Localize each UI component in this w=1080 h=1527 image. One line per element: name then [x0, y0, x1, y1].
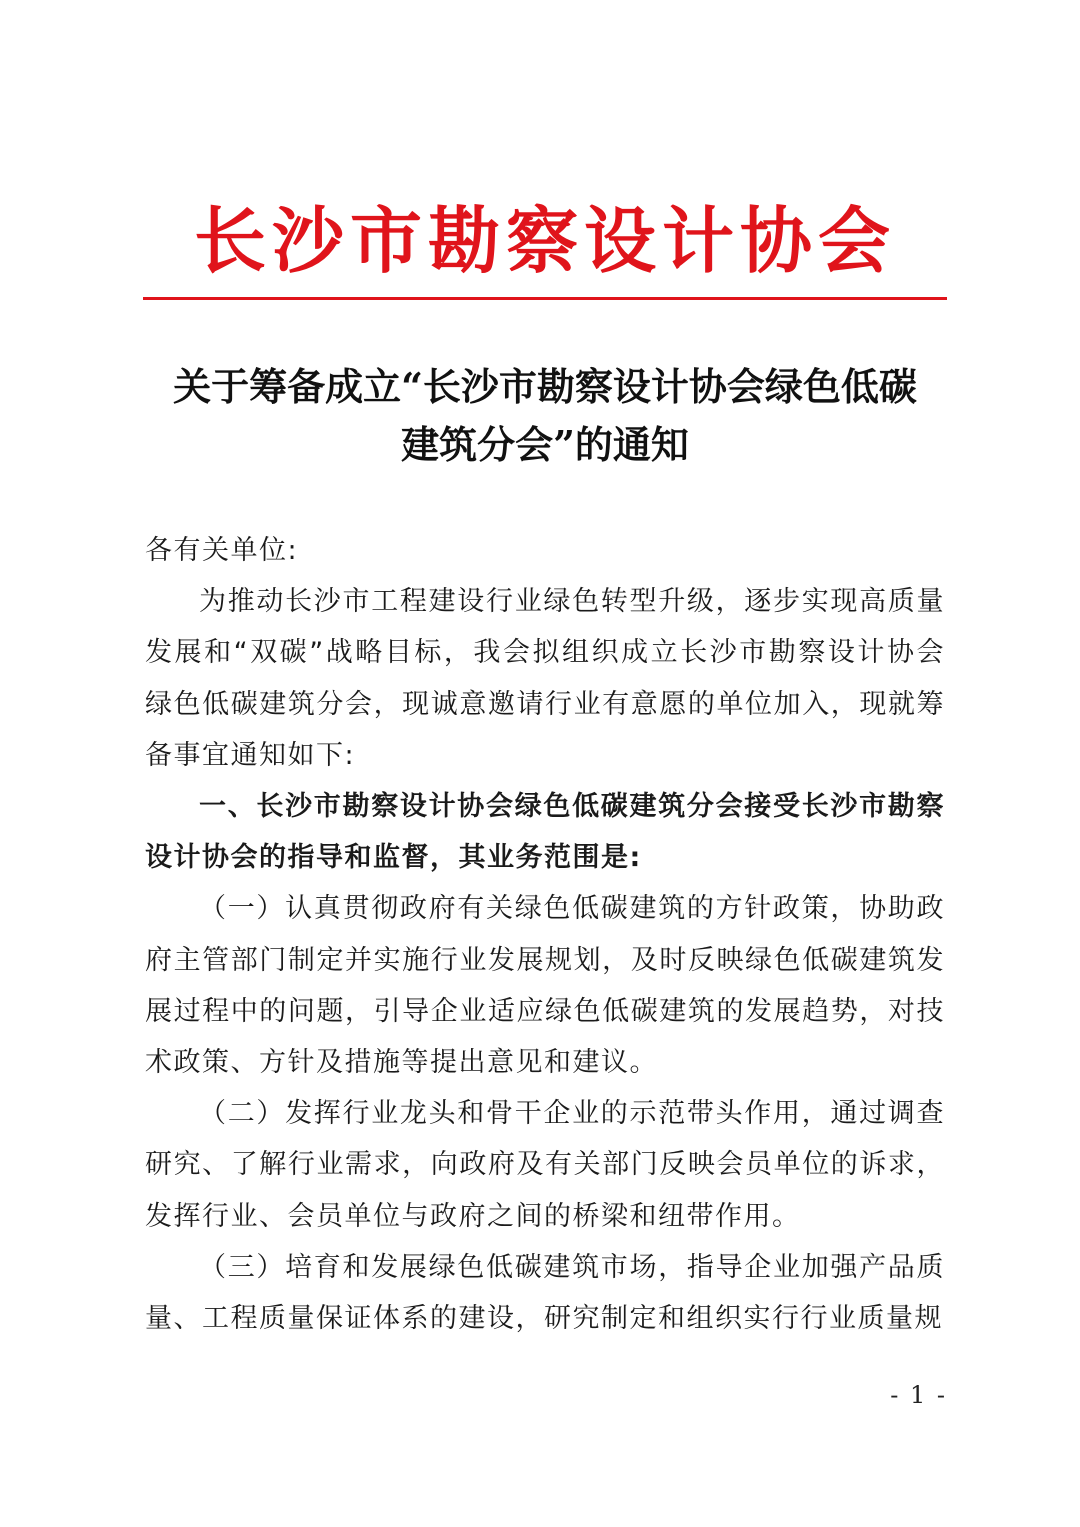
title-line-1: 关于筹备成立“长沙市勘察设计协会绿色低碳 [173, 364, 917, 409]
document-body [145, 525, 945, 1344]
scope-item-3: （三）培育和发展绿色低碳建筑市场，指导企业加强产品质量、工程质量保证体系的建设，研究制定和组织实行行业质量规 [145, 1251, 945, 1335]
scope-item-2: （二）发挥行业龙头和骨干企业的示范带头作用，通过调查研究、了解行业需求，向政府及有关部门反映会员单位的诉求，发挥行业、会员单位与政府之间的桥梁和纽带作用。 [145, 1098, 945, 1232]
intro-paragraph: 为推动长沙市工程建设行业绿色转型升级，逐步实现高质量发展和“双碳”战略目标，我会拟组织成立长沙市勘察设计协会绿色低碳建筑分会，现诚意邀请行业有意愿的单位加入，现就筹备事宜通知如下: [145, 586, 945, 771]
section-1-heading: 一、长沙市勘察设计协会绿色低碳建筑分会接受长沙市勘察设计协会的指导和监督，其业务范围是: [145, 791, 945, 874]
page-number: - 1 - [890, 1381, 947, 1409]
organization-header: 长沙市勘察设计协会 [193, 198, 896, 283]
document-title [140, 358, 950, 474]
header-divider [143, 297, 947, 300]
salutation: 各有关单位: [145, 535, 299, 566]
scope-item-1: （一）认真贯彻政府有关绿色低碳建筑的方针政策，协助政府主管部门制定并实施行业发展规划，及时反映绿色低碳建筑发展过程中的问题，引导企业适应绿色低碳建筑的发展趋势，对技术政策、方针及措施等提出意见和建议。 [145, 893, 945, 1079]
title-line-2: 建筑分会”的通知 [401, 422, 689, 467]
